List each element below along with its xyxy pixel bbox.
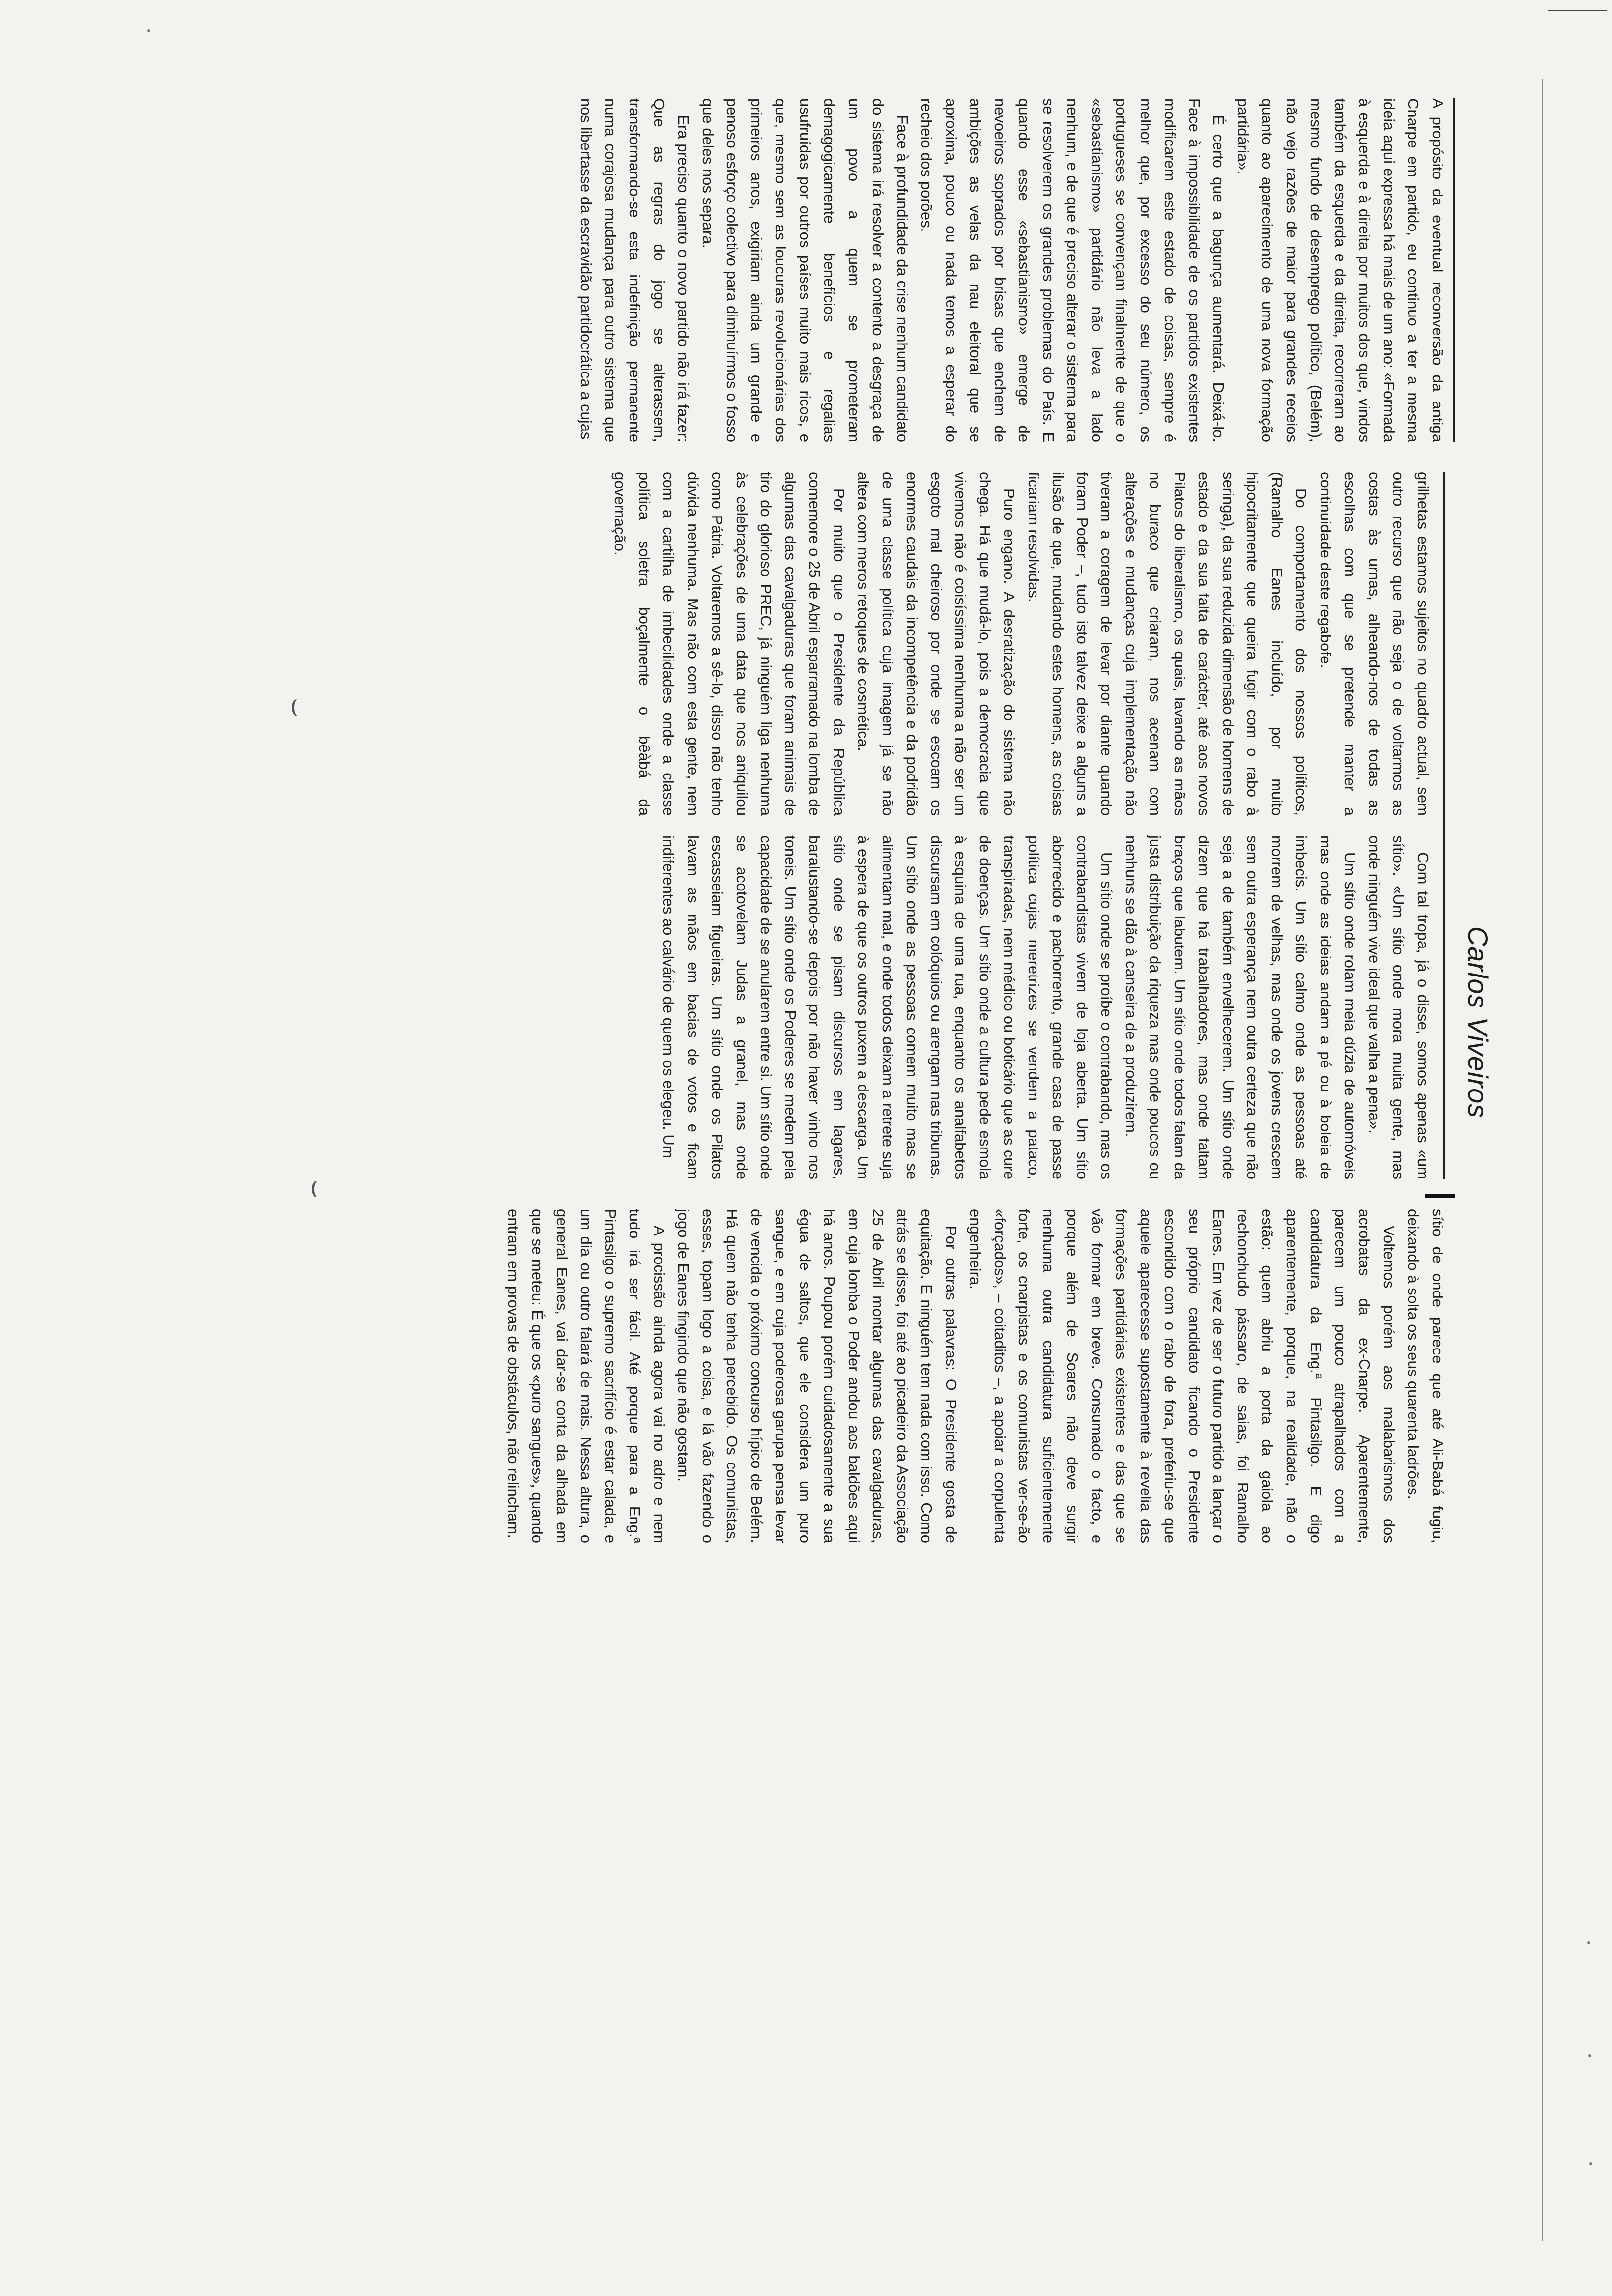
article-column-2: [608, 472, 1435, 816]
paragraph: A procissão ainda agora vai no adro e nem tudo irá ser fácil. Até porque para a Eng.ª Pintasilgo o supremo sacrifício é estar calada, e um dia ou outro falará de mais. Nessa altura, o general Eanes, vai dar-se conta da alhada em que se meteu: É que os «puro sangues», quando entram em provas de obstáculos, não relincham.: [505, 1209, 668, 1543]
speck: [147, 29, 150, 32]
scan-edge: [1548, 10, 1607, 11]
article-column-1: [574, 98, 1450, 442]
speck: [1587, 1941, 1590, 1944]
paragraph: Do comportamento dos nossos políticos, (Ramalho Eanes incluído, por muito hipocritamente que queira fugir com o rabo à seringa), da sua reduzida dimensão de homens de estado e da sua falta de carácter, até aos novos Pilatos do liberalismo, os quais, lavando as mãos no buraco que criaram, nos acenam com alterações e mudanças cuja implementação não tiveram a coragem de levar por diante quando foram Poder –, tudo isto talvez deixe a alguns a ilusão de que, mudando estes homens, as coisas ficariam resolvidas.: [1025, 472, 1310, 816]
article-column-4: [501, 1209, 1450, 1543]
column-top-rule: [1453, 98, 1455, 442]
column-divider: [1425, 1194, 1455, 1198]
speck: [1589, 2162, 1592, 2165]
binding-mark-1: ⌣: [281, 698, 314, 718]
article-column-3: [657, 835, 1435, 1179]
paragraph: Face à profundidade da crise nenhum candidato do sistema irá resolver a contento a desgraça de um povo a quem se prometeram demagogicamente benefícios e regalias usufruídas por outros países muito mais ricos, e que, mesmo sem as loucuras revolucionárias dos primeiros anos, exigiriam ainda um grande e penoso esforço colectivo para diminuírmos o fosso que deles nos separa.: [699, 98, 911, 442]
binding-mark-2: ⌣: [301, 1179, 334, 1199]
paragraph: É certo que a bagunça aumentará. Deixá-lo. Face à impossibilidade de os partidos existentes modificarem este estado de coisas, sempre é melhor que, por excesso do seu número, os portugueses se convençam finalmente de que o «sebastianismo» partidário não leva a lado nenhum, e de que é preciso alterar o sistema para se resolverem os grandes problemas do País. E quando esse «sebastianismo» emerge de nevoeiros soprados por brisas que enchem de ambições as velas da nau eleitoral que se aproxima, pouco ou nada temos a esperar do recheio dos porões.: [918, 98, 1228, 442]
byline-rule: [1443, 472, 1445, 1179]
paragraph: Voltemos porém aos malabarismos dos acrobatas da ex-Cnarpe. Aparentemente, parecem um pouco atrapalhados com a candidatura da Eng.ª Pintasilgo. E digo aparentemente, porque, na realidade, não o estão: quem abriu a porta da gaiola ao rechonchudo pássaro, de saias, foi Ramalho Eanes. Em vez de ser o futuro partido a lançar o seu próprio candidato ficando o Presidente escondido com o rabo de fora, preferiu-se que aquele aparecesse supostamente à revelia das formações partidárias existentes e das que se vão formar em breve. Consumado o facto, e porque além de Soares não deve surgir nenhuma outra candidatura suficientemente forte, os cnarpistas e os comunistas ver-se-ão «forçados», – coitaditos –, a apoiar a corpulenta engenheira.: [967, 1209, 1398, 1543]
rotated-newspaper-page: [138, 79, 1514, 2241]
paragraph: sítio de onde parece que até Ali-Babá fugiu, deixando à solta os seus quarenta ladrões.: [1405, 1209, 1446, 1543]
paragraph: A propósito da eventual reconversão da antiga Cnarpe em partido, eu continuo a ter a mesma ideia aqui expressa há mais de um ano: «Formada à esquerda e à direita por muitos dos que, vindos também da esquerda e da direita, recorreram ao mesmo fundo de desemprego político, (Belém), não vejo razões de maior para grandes receios quanto ao aparecimento de uma nova formação partidária».: [1235, 98, 1446, 442]
paragraph: Puro engano. A desratização do sistema não chega. Há que mudá-lo, pois a democracia que vivemos não é coisíssima nenhuma a não ser um esgoto mal cheiroso por onde se escoam os enormes caudais da incompetência e da podridão de uma classe política cuja imagem já se não altera com meros retoques de cosmética.: [855, 472, 1018, 816]
paragraph: grilhetas estamos sujeitos no quadro actual, sem outro recurso que não seja o de voltarmos as costas às urnas, alheando-nos de todas as escolhas com que se pretende manter a continuidade deste regabofe.: [1317, 472, 1432, 816]
paragraph: Com tal tropa, já o disse, somos apenas «um sítio». «Um sítio onde mora muita gente, mas onde ninguém vive ideal que valha a pena».: [1366, 835, 1432, 1179]
paragraph: Por outras palavras: O Presidente gosta de equitação. E ninguém tem nada com isso. Como atrás se disse, foi até ao picadeiro da Associação 25 de Abril montar algumas das cavalgaduras, em cuja lomba o Poder andou aos baldões aqui há anos. Poupou porém cuidadosamente a sua égua de saltos, que ele considera um puro sangue, e em cuja poderosa garupa pensa levar de vencida o próximo concurso hípico de Belém. Há quem não tenha percebido. Os comunistas, esses, topam logo a coisa, e lá vão fazendo o jogo de Eanes fingindo que não gostam.: [675, 1209, 960, 1543]
paragraph: Era preciso quanto o novo partido não irá fazer: Que as regras do jogo se alterassem, transformando-se esta indefinição permanente numa corajosa mudança para outro sistema que nos libertasse da escravidão partidocrática a cujas: [577, 98, 692, 442]
author-byline: Carlos Viveiros: [1463, 926, 1494, 1119]
paragraph: Um sítio onde se proíbe o contrabando, mas os contrabandistas vivem de loja aberta. Um sítio aborrecido e pachorrento, grande casa de passe política cujas meretrizes se vendem a pataco, transpiradas, nem médico ou boticário que as cure de doenças. Um sítio onde a cultura pede esmola à esquina de uma rua, enquanto os analfabetos discursam em colóquios ou arengam nas tribunas. Um sítio onde as pessoas comem muito mas se alimentam mal, e onde todos deixam a retrete suja à espera de que os outros puxem a descarga. Um sítio onde se pisam discursos em lagares, baralustando-se depois por não haver vinho nos toneis. Um sítio onde os Poderes se medem pela capacidade de se anularem entre si. Um sítio onde se acotovelam Judas a granel, mas onde escasseiam figueiras. Um sítio onde os Pilatos lavam as mãos em bacias de votos e ficam indiferentes ao calvário de quem os elegeu. Um: [660, 835, 1116, 1179]
paragraph: Um sítio onde rolam meia dúzia de automóveis mas onde as ideias andam a pé ou à boleia de imbecis. Um sítio calmo onde as pessoas até morrem de velhas, mas onde os jovens crescem sem outra esperança nem outra certeza que não seja a de também envelhecerem. Um sítio onde dizem que há trabalhadores, mas onde faltam braços que labutem. Um sítio onde todos falam da justa distribuição da riqueza mas onde poucos ou nenhuns se dão à canseira de a produzirem.: [1123, 835, 1359, 1179]
page-edge-line: [1542, 79, 1543, 2241]
speck: [1588, 2054, 1591, 2057]
paragraph: Por muito que o Presidente da República comemore o 25 de Abril esparramado na lomba de algumas das cavalgaduras que foram animais de tiro do glorioso PREC, já ninguém liga nenhuma às celebrações de uma data que nos aniquilou como Pátria. Voltaremos a sê-lo, disso não tenho dúvida nenhuma. Mas não com esta gente, nem com a cartilha de imbecilidades onde a classe política soletra boçalmente o bêàbá da governação.: [611, 472, 848, 816]
